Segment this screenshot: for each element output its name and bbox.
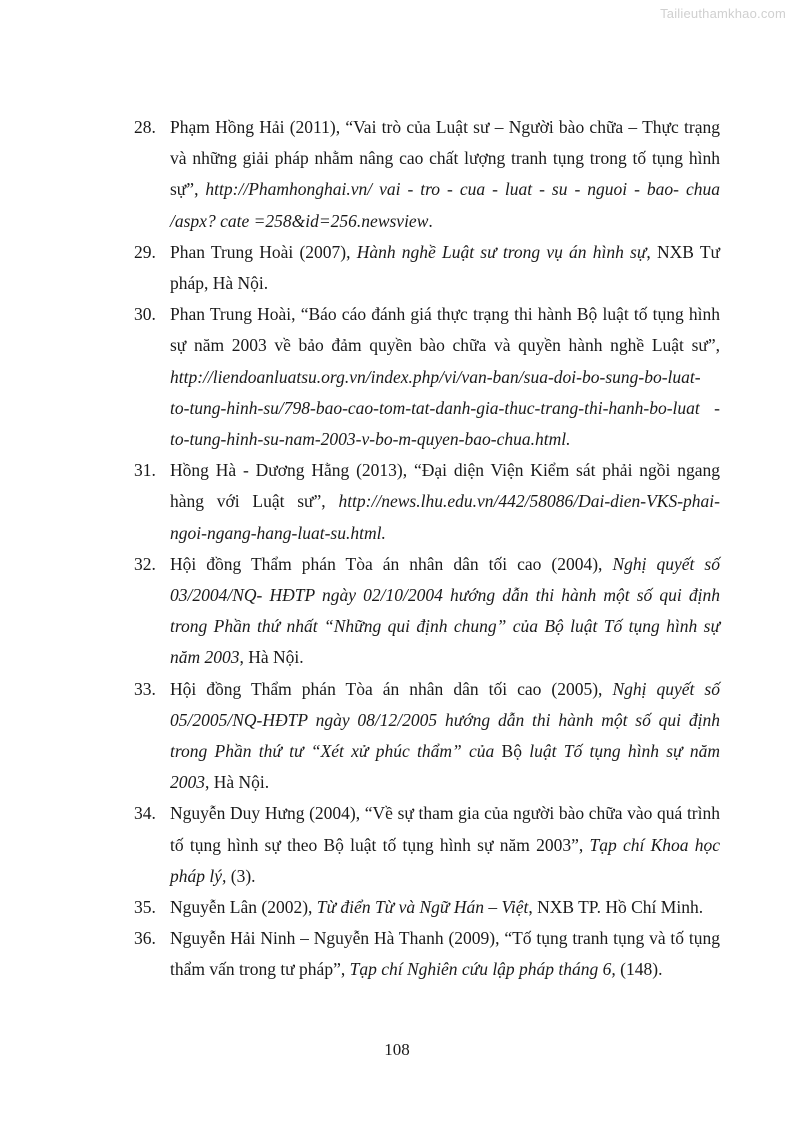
reference-text	[170, 460, 720, 542]
reference-italic-segment: Nghị quyết số 05/2005/NQ-HĐTP ngày 08/12/2005 hướng dẫn thi hành một số qui định trong Phần thứ tư “Xét xử phúc thẩm” của	[170, 678, 720, 762]
reference-text	[170, 117, 720, 231]
reference-text	[170, 242, 720, 293]
reference-item	[134, 892, 720, 923]
reference-segment: Phạm Hồng Hải (2011), “Vai trò của Luật sư – Người bào chữa – Thực trạng và những giải pháp nhằm nâng cao chất lượng tranh tụng trong tố tụng hình sự”,	[170, 117, 720, 200]
reference-segment: , NXB TP. Hồ Chí Minh.	[528, 897, 704, 918]
reference-segment: (3).	[226, 865, 256, 886]
reference-segment: , NXB Tư pháp, Hà Nội.	[170, 241, 720, 294]
reference-italic-segment: Nghị quyết số 03/2004/NQ- HĐTP ngày 02/10/2004 hướng dẫn thi hành một số qui định trong Phần thứ nhất “Những qui định chung” của Bộ luật Tố tụng hình sự năm 2003	[170, 553, 720, 668]
reference-number: 29.	[134, 241, 156, 262]
reference-segment: Phan Trung Hoài (2007),	[170, 241, 357, 262]
reference-segment: Hội đồng Thẩm phán Tòa án nhân dân tối cao (2005),	[170, 678, 613, 699]
reference-item	[134, 237, 720, 299]
reference-item	[134, 549, 720, 674]
reference-segment: Bộ	[501, 741, 530, 762]
reference-number: 35.	[134, 897, 156, 918]
reference-italic-segment: http://news.lhu.edu.vn/442/58086/Dai-dien-VKS-phai-ngoi-ngang-hang-luat-su.html.	[170, 491, 720, 543]
reference-number: 33.	[134, 678, 156, 699]
reference-number: 36.	[134, 928, 156, 949]
reference-segment: Nguyễn Hải Ninh – Nguyễn Hà Thanh (2009), “Tố tụng tranh tụng và tố tụng thẩm vấn trong tư pháp”,	[170, 928, 720, 980]
reference-number: 34.	[134, 803, 156, 824]
reference-segment: Hội đồng Thẩm phán Tòa án nhân dân tối cao (2004),	[170, 553, 613, 574]
reference-item	[134, 674, 720, 799]
reference-italic-segment: Hành nghề Luật sư trong vụ án hình sự	[356, 241, 647, 262]
reference-number: 28.	[134, 117, 156, 137]
reference-italic-segment: Tạp chí Khoa học pháp lý,	[170, 834, 720, 886]
reference-segment: Nguyễn Duy Hưng (2004), “Về sự tham gia của người bào chữa vào quá trình tố tụng hình sự theo Bộ luật tố tụng hình sự năm 2003”,	[170, 803, 720, 855]
reference-italic-segment: luật Tố tụng hình sự năm 2003	[170, 741, 720, 793]
reference-italic-segment: Từ điển Từ và Ngữ Hán – Việt	[316, 897, 529, 918]
reference-segment: Hồng Hà - Dương Hằng (2013), “Đại diện Viện Kiểm sát phải ngồi ngang hàng với Luật sư”,	[170, 460, 720, 512]
reference-number: 31.	[134, 460, 156, 481]
reference-segment: .	[428, 210, 433, 231]
watermark: Tailieuthamkhao.com	[660, 6, 786, 21]
reference-text	[170, 803, 720, 885]
reference-item	[134, 299, 720, 455]
reference-segment: , Hà Nội.	[205, 772, 270, 793]
reference-list	[134, 112, 720, 986]
reference-text	[170, 928, 720, 979]
reference-item	[134, 112, 720, 237]
reference-number: 30.	[134, 304, 156, 325]
reference-item	[134, 798, 720, 892]
reference-segment: , Hà Nội.	[239, 647, 304, 668]
reference-italic-segment: Tạp chí Nghiên cứu lập pháp tháng 6,	[349, 959, 616, 980]
reference-italic-segment: http://liendoanluatsu.org.vn/index.php/vi/van-ban/sua-doi-bo-sung-bo-luat-to-tung-hinh-su/798-bao-cao-tom-tat-danh-gia-thuc-trang-thi-hanh-bo-luat - to-tung-hinh-su-nam-2003-v-bo-m-quyen-bao-chua.html.	[170, 366, 720, 450]
reference-italic-segment: http://Phamhonghai.vn/ vai - tro - cua - luat - su - nguoi - bao- chua /aspx? cate =258&id=256.newsview	[170, 179, 720, 231]
reference-text	[170, 554, 720, 668]
reference-text	[170, 304, 720, 449]
reference-item	[134, 455, 720, 549]
reference-item	[134, 923, 720, 985]
reference-segment: (148).	[615, 959, 663, 980]
reference-text	[170, 679, 720, 793]
reference-segment: Phan Trung Hoài, “Báo cáo đánh giá thực trạng thi hành Bộ luật tố tụng hình sự năm 2003 về bảo đảm quyền bào chữa và quyền hành nghề Luật sư”,	[170, 304, 720, 356]
reference-segment: Nguyễn Lân (2002),	[170, 897, 317, 918]
reference-text	[170, 897, 703, 917]
page-number: 108	[384, 1040, 410, 1059]
reference-number: 32.	[134, 553, 156, 574]
